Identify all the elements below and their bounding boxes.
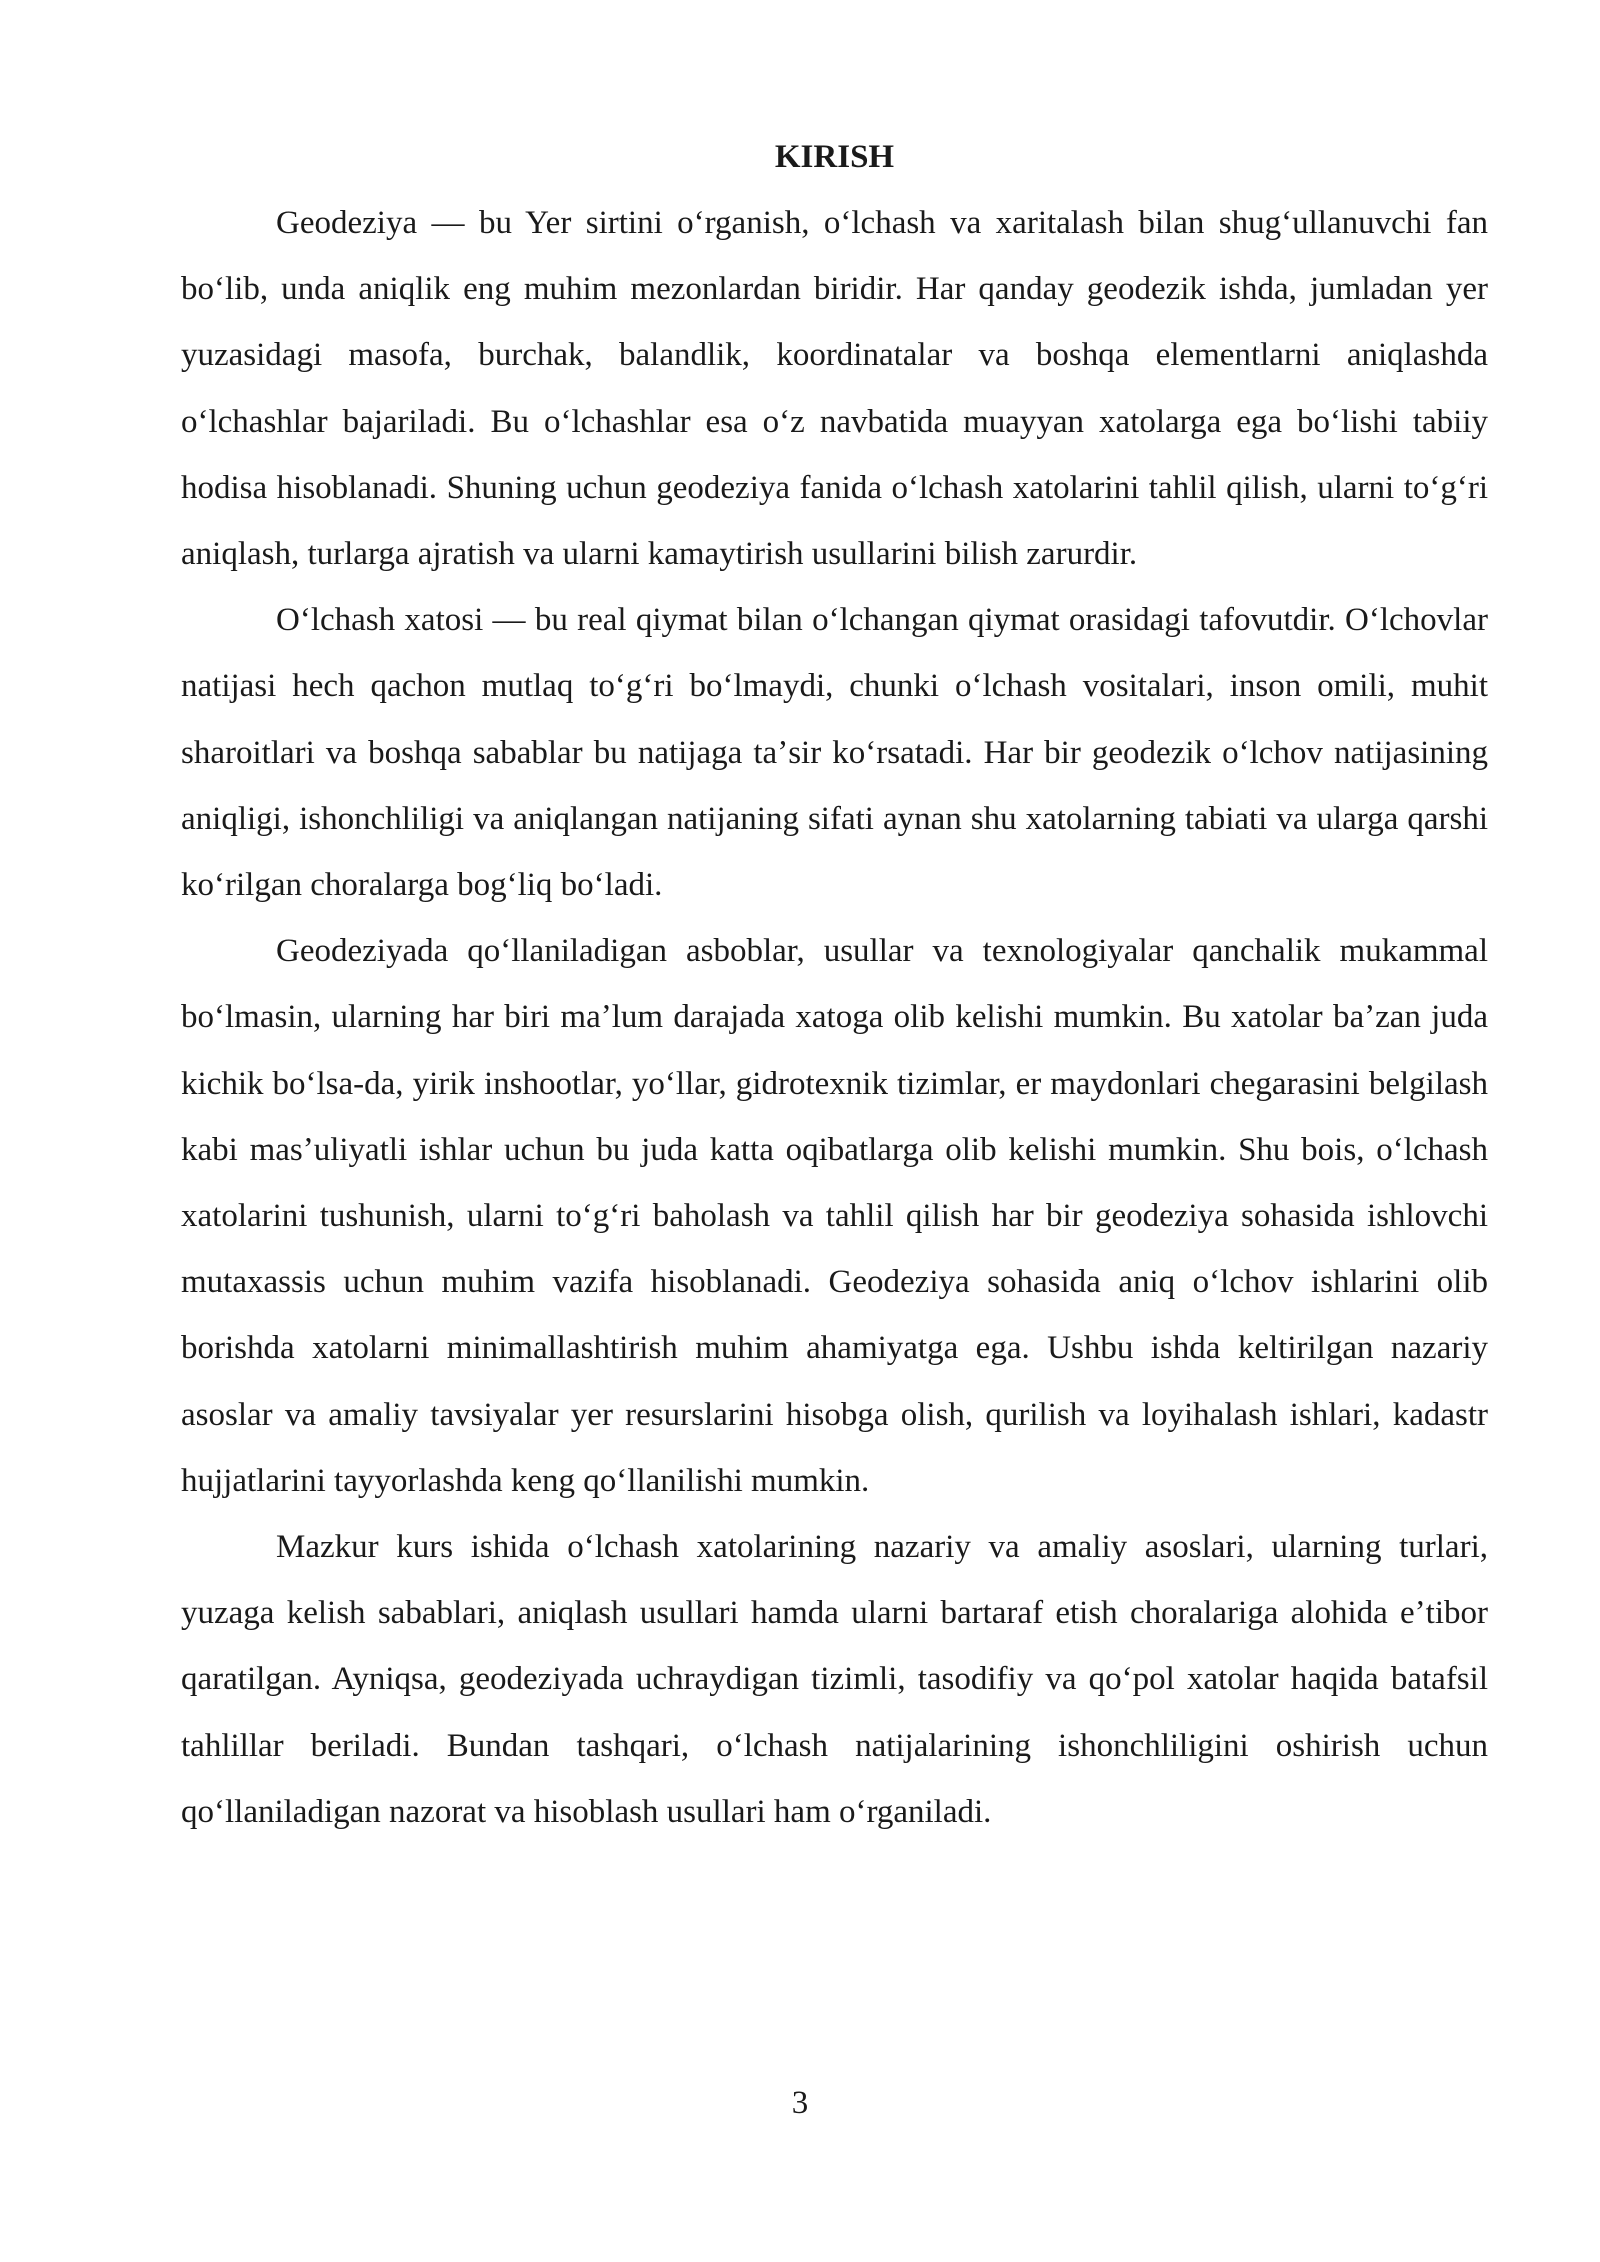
page-number: 3: [791, 2085, 809, 2121]
paragraph-4: Mazkur kurs ishida oʻlchash xatolarining nazariy va amaliy asoslari, ularning turlari, yuzaga kelish sabablari, aniqlash usullari hamda ularni bartaraf etish choralariga alohida eʼtibor qaratilgan. Ayniqsa, geodeziyada uchraydigan tizimli, tasodifiy va qoʻpol xatolar haqida batafsil tahlillar beriladi. Bundan tashqari, oʻlchash natijalarining ishonchliligini oshirish uchun qoʻllaniladigan nazorat va hisoblash usullari ham oʻrganiladi.: [181, 1529, 1488, 1830]
paragraph-3: Geodeziyada qoʻllaniladigan asboblar, usullar va texnologiyalar qanchalik mukammal boʻlmasin, ularning har biri maʼlum darajada xatoga olib kelishi mumkin. Bu xatolar baʼzan juda kichik boʻlsa-da, yirik inshootlar, yoʻllar, gidrotexnik tizimlar, er maydonlari chegarasini belgilash kabi masʼuliyatli ishlar uchun bu juda katta oqibatlarga olib kelishi mumkin. Shu bois, oʻlchash xatolarini tushunish, ularni toʻgʻri baholash va tahlil qilish har bir geodeziya sohasida ishlovchi mutaxassis uchun muhim vazifa hisoblanadi. Geodeziya sohasida aniq oʻlchov ishlarini olib borishda xatolarni minimallashtirish muhim ahamiyatga ega. Ushbu ishda keltirilgan nazariy asoslar va amaliy tavsiyalar yer resurslarini hisobga olish, qurilish va loyihalash ishlari, kadastr hujjatlarini tayyorlashda keng qoʻllanilishi mumkin.: [181, 933, 1488, 1499]
section-title: KIRISH: [774, 139, 895, 175]
page-content: [181, 124, 1488, 1845]
paragraph-2: Oʻlchash xatosi — bu real qiymat bilan oʻlchangan qiymat orasidagi tafovutdir. Oʻlchovlar natijasi hech qachon mutlaq toʻgʻri boʻlmaydi, chunki oʻlchash vositalari, inson omili, muhit sharoitlari va boshqa sabablar bu natijaga taʼsir koʻrsatadi. Har bir geodezik oʻlchov natijasining aniqligi, ishonchliligi va aniqlangan natijaning sifati aynan shu xatolarning tabiati va ularga qarshi koʻrilgan choralarga bogʻliq boʻladi.: [181, 602, 1488, 904]
paragraph-1: Geodeziya — bu Yer sirtini oʻrganish, oʻlchash va xaritalash bilan shugʻullanuvchi fan boʻlib, unda aniqlik eng muhim mezonlardan biridir. Har qanday geodezik ishda, jumladan yer yuzasidagi masofa, burchak, balandlik, koordinatalar va boshqa elementlarni aniqlashda oʻlchashlar bajariladi. Bu oʻlchashlar esa oʻz navbatida muayyan xatolarga ega boʻlishi tabiiy hodisa hisoblanadi. Shuning uchun geodeziya fanida oʻlchash xatolarini tahlil qilish, ularni toʻgʻri aniqlash, turlarga ajratish va ularni kamaytirish usullarini bilish zarurdir.: [181, 205, 1488, 573]
